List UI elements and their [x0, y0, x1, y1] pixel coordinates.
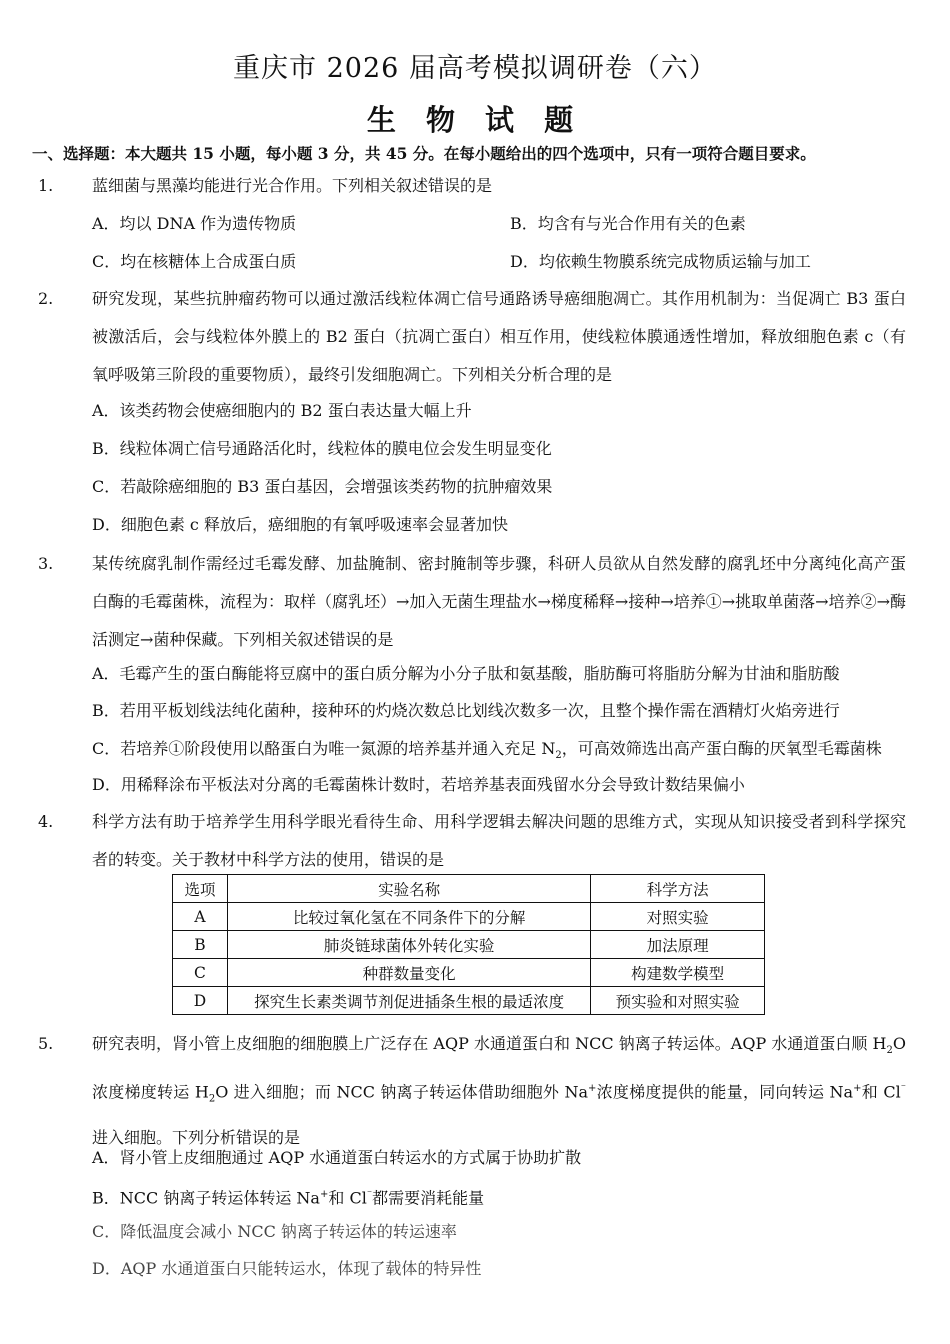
table-cell: D — [173, 987, 228, 1015]
exam-title: 重庆市 2026 届高考模拟调研卷（六） — [233, 53, 717, 84]
table-row — [173, 903, 765, 931]
section-heading: 一、选择题：本大题共 15 小题，每小题 3 分，共 45 分。在每小题给出的四个选项中，只有一项符合题目要求。 — [32, 144, 816, 163]
question-stem: 研究发现，某些抗肿瘤药物可以通过激活线粒体凋亡信号通路诱导癌细胞凋亡。其作用机制为：当促凋亡 B3 蛋白被激活后，会与线粒体外膜上的 B2 蛋白（抗凋亡蛋白）相互作用，使线粒体膜通透性增加，释放细胞色素 c（有氧呼吸第三阶段的重要物质），最终引发细胞凋亡。下列相关分析合理的是 — [92, 289, 906, 384]
table-header: 实验名称 — [227, 875, 590, 903]
table-cell: 预实验和对照实验 — [591, 987, 765, 1015]
question-4 — [38, 803, 906, 879]
table-header: 科学方法 — [591, 875, 765, 903]
question-stem: 蓝细菌与黑藻均能进行光合作用。下列相关叙述错误的是 — [92, 176, 493, 195]
option-d: D．用稀释涂布平板法对分离的毛霉菌株计数时，若培养基表面残留水分会导致计数结果偏小 — [92, 775, 745, 794]
subject-title: 生 物 试 题 — [366, 103, 584, 137]
table-header: 选项 — [173, 875, 228, 903]
table-cell: 构建数学模型 — [591, 959, 765, 987]
option-a: A．均以 DNA 作为遗传物质 — [92, 214, 297, 233]
table-cell: C — [173, 959, 228, 987]
question-1 — [38, 167, 906, 205]
question-5 — [38, 1025, 906, 1157]
option-d: D．均依赖生物膜系统完成物质运输与加工 — [510, 252, 811, 271]
option-a: A．毛霉产生的蛋白酶能将豆腐中的蛋白质分解为小分子肽和氨基酸，脂肪酶可将脂肪分解为甘油和脂肪酸 — [92, 664, 840, 683]
table-cell: 肺炎链球菌体外转化实验 — [227, 931, 590, 959]
question-stem: 科学方法有助于培养学生用科学眼光看待生命、用科学逻辑去解决问题的思维方式，实现从知识接受者到科学探究者的转变。关于教材中科学方法的使用，错误的是 — [92, 812, 906, 869]
table-row — [173, 931, 765, 959]
question-2 — [38, 280, 906, 394]
table-cell: 比较过氧化氢在不同条件下的分解 — [227, 903, 590, 931]
question-stem: 研究表明，肾小管上皮细胞的细胞膜上广泛存在 AQP 水通道蛋白和 NCC 钠离子转运体。AQP 水通道蛋白顺 $H_2O$ 浓度梯度转运 $H_2O$ 进入细胞；而 NCC 钠离子转运体借助细胞外 Na+浓度梯度提供的能量，同向转运 Na+和 Cl⁻进入细胞。下列分析错误的是 — [92, 1034, 906, 1147]
option-d: D．AQP 水通道蛋白只能转运水，体现了载体的特异性 — [92, 1259, 482, 1278]
table-row — [173, 987, 765, 1015]
option-b: B．若用平板划线法纯化菌种，接种环的灼烧次数总比划线次数多一次，且整个操作需在酒精灯火焰旁进行 — [92, 701, 840, 720]
table-cell: 加法原理 — [591, 931, 765, 959]
option-b: B．NCC 钠离子转运体转运 Na+和 Cl⁻都需要消耗能量 — [92, 1188, 485, 1208]
table-cell: 探究生长素类调节剂促进插条生根的最适浓度 — [227, 987, 590, 1015]
option-c: C．均在核糖体上合成蛋白质 — [92, 252, 297, 271]
option-b: B．均含有与光合作用有关的色素 — [510, 214, 746, 233]
table-cell: 种群数量变化 — [227, 959, 590, 987]
table-cell: B — [173, 931, 228, 959]
table-row — [173, 959, 765, 987]
option-c: C．若敲除癌细胞的 B3 蛋白基因，会增强该类药物的抗肿瘤效果 — [92, 477, 553, 496]
table-cell: A — [173, 903, 228, 931]
option-c: C．降低温度会减小 NCC 钠离子转运体的转运速率 — [92, 1222, 457, 1241]
option-a: A．该类药物会使癌细胞内的 B2 蛋白表达量大幅上升 — [92, 401, 472, 420]
question-number: 1. — [38, 176, 54, 195]
table-cell: 对照实验 — [591, 903, 765, 931]
table-header-row — [173, 875, 765, 903]
question-number: 2. — [38, 289, 54, 308]
option-b: B．线粒体凋亡信号通路活化时，线粒体的膜电位会发生明显变化 — [92, 439, 552, 458]
question-3 — [38, 545, 906, 659]
question-number: 4. — [38, 812, 54, 831]
methods-table — [172, 874, 765, 1015]
question-number: 5. — [38, 1034, 54, 1053]
option-d: D．细胞色素 c 释放后，癌细胞的有氧呼吸速率会显著加快 — [92, 515, 508, 534]
question-number: 3. — [38, 554, 54, 573]
question-stem: 某传统腐乳制作需经过毛霉发酵、加盐腌制、密封腌制等步骤，科研人员欲从自然发酵的腐乳坯中分离纯化高产蛋白酶的毛霉菌株，流程为：取样（腐乳坯）→加入无菌生理盐水→梯度稀释→接种→培养①→挑取单菌落→培养②→酶活测定→菌种保藏。下列相关叙述错误的是 — [92, 554, 906, 649]
option-c: C．若培养①阶段使用以酪蛋白为唯一氮源的培养基并通入充足 $N_2$，可高效筛选出高产蛋白酶的厌氧型毛霉菌株 — [92, 739, 882, 762]
option-a: A．肾小管上皮细胞通过 AQP 水通道蛋白转运水的方式属于协助扩散 — [92, 1148, 582, 1167]
